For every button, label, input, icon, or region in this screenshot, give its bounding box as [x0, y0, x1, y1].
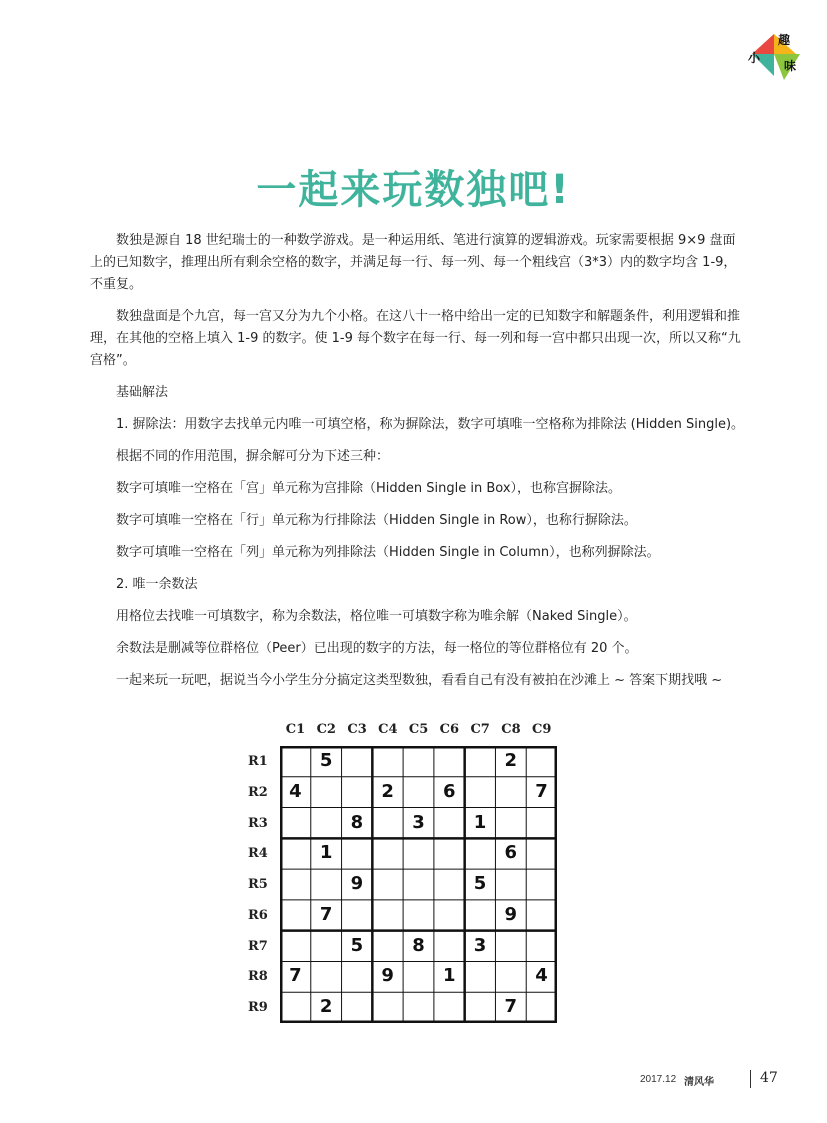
paragraph-2: 数独盘面是个九宫，每一宫又分为九个小格。在这八十一格中给出一定的已知数字和解题条件，利用逻辑和推理，在其他的空格上填入 1-9 的数字。使 1-9 每个数字在每一行、每一列和每一宫中都只出现一次，所以又称“九宫格”。 [90, 309, 741, 368]
sudoku-cell [403, 961, 434, 992]
sudoku-cell [434, 808, 465, 839]
row-header: R2 [248, 784, 268, 800]
paragraph-11: 余数法是删减等位群格位（Peer）已出现的数字的方法，每一格位的等位群格位有 20 个。 [116, 641, 638, 656]
sudoku-cell [434, 992, 465, 1023]
page-footer [640, 1070, 790, 1090]
sudoku-cell [280, 931, 311, 962]
paragraph-5: 根据不同的作用范围，摒余解可分为下述三种： [116, 449, 390, 464]
sudoku-cell: 5 [350, 934, 364, 956]
sudoku-cell: 1 [473, 811, 487, 833]
sudoku-cell [465, 777, 496, 808]
sudoku-cell: 2 [319, 996, 333, 1018]
sudoku-cell: 2 [381, 780, 394, 802]
sudoku-cell [403, 900, 434, 931]
sudoku-cell [372, 746, 403, 777]
row-header: R8 [248, 969, 268, 985]
sudoku-cell [372, 869, 403, 900]
sudoku-cell [280, 900, 311, 931]
sudoku-cell [403, 869, 434, 900]
paragraph-1: 数独是源自 18 世纪瑞士的一种数学游戏。是一种运用纸、笔进行演算的逻辑游戏。玩家需要根据 9×9 盘面上的已知数字，推理出所有剩余空格的数字，并满足每一行、每一列、每一个粗线宫（3*3）内的数字均含 1-9，不重复。 [90, 233, 737, 292]
sudoku-cell: 4 [535, 965, 548, 987]
sudoku-cell: 2 [504, 750, 518, 771]
sudoku-cell [465, 992, 496, 1023]
sudoku-cell: 9 [381, 965, 394, 987]
sudoku-cell [526, 992, 557, 1023]
paragraph-9: 2. 唯一余数法 [116, 577, 198, 592]
sudoku-cell [403, 992, 434, 1023]
sudoku-cell [372, 992, 403, 1023]
paragraph-10: 用格位去找唯一可填数字，称为余数法，格位唯一可填数字称为唯余解（Naked Single）。 [116, 609, 637, 624]
column-header: C7 [470, 722, 490, 737]
sudoku-cell: 8 [412, 934, 425, 956]
sudoku-cell [495, 777, 526, 808]
sudoku-cell [434, 900, 465, 931]
sudoku-cell [434, 869, 465, 900]
sudoku-cell: 7 [319, 903, 333, 925]
sudoku-cell [526, 746, 557, 777]
corner-logo-char-1: 趣 [778, 33, 791, 47]
sudoku-cell [311, 931, 342, 962]
magazine-name: 清风华 [684, 1077, 714, 1088]
sudoku-cell [403, 777, 434, 808]
sudoku-cell: 1 [442, 965, 456, 987]
sudoku-cell [526, 838, 557, 869]
sudoku-cell [342, 992, 373, 1023]
corner-logo [748, 30, 804, 86]
sudoku-cell [434, 931, 465, 962]
sudoku-cell [495, 931, 526, 962]
sudoku-cell [372, 900, 403, 931]
sudoku-cell [495, 808, 526, 839]
column-headers [280, 720, 557, 744]
paragraph-3: 基础解法 [116, 385, 169, 400]
column-header: C1 [285, 722, 306, 737]
sudoku-cell [495, 869, 526, 900]
sudoku-cell: 8 [350, 811, 364, 833]
column-header: C4 [378, 722, 398, 737]
row-header: R1 [248, 754, 268, 769]
paragraph-7: 数字可填唯一空格在「行」单元称为行排除法（Hidden Single in Row），也称行摒除法。 [116, 513, 637, 528]
sudoku-cell: 4 [289, 780, 302, 802]
sudoku-cell [342, 746, 373, 777]
column-header: C8 [501, 722, 521, 737]
column-header: C6 [439, 722, 460, 737]
sudoku-cell: 3 [473, 934, 487, 956]
column-header: C2 [316, 722, 336, 737]
sudoku-cell [311, 777, 342, 808]
sudoku-cell: 5 [473, 873, 487, 895]
sudoku-cell: 5 [319, 750, 333, 771]
sudoku-cell [403, 838, 434, 869]
sudoku-cell [495, 961, 526, 992]
row-header: R5 [248, 877, 268, 893]
sudoku-cell [526, 808, 557, 839]
footer-divider [750, 1070, 751, 1088]
sudoku-cell: 1 [319, 842, 333, 864]
corner-logo-char-3: 味 [784, 59, 797, 73]
sudoku-cell: 7 [504, 996, 518, 1018]
column-header: C9 [532, 722, 552, 737]
sudoku-cell [280, 838, 311, 869]
paragraph-12: 一起来玩一玩吧，据说当今小学生分分搞定这类型数独，看看自己有没有被拍在沙滩上 ~ 答案下期找哦 ~ [116, 673, 723, 688]
sudoku-cell [342, 838, 373, 869]
sudoku-cell [526, 931, 557, 962]
sudoku-cell [465, 900, 496, 931]
page-title: 一起来玩数独吧! [256, 167, 571, 213]
row-header: R7 [248, 938, 268, 954]
sudoku-cell [342, 777, 373, 808]
sudoku-cell: 9 [504, 903, 518, 925]
sudoku-cell [280, 746, 311, 777]
row-header: R4 [248, 846, 268, 862]
sudoku-cell [434, 838, 465, 869]
row-header: R3 [248, 815, 268, 831]
sudoku-cell [372, 931, 403, 962]
sudoku-cell: 7 [289, 965, 302, 987]
article-body [90, 230, 748, 702]
sudoku-cell [311, 961, 342, 992]
row-header: R9 [248, 1000, 268, 1016]
sudoku-cell: 6 [442, 780, 456, 802]
sudoku-cell [526, 869, 557, 900]
sudoku-cell [526, 900, 557, 931]
column-header: C3 [347, 722, 367, 737]
row-header: R6 [248, 907, 268, 923]
sudoku-cell [311, 869, 342, 900]
sudoku-cell [342, 900, 373, 931]
paragraph-6: 数字可填唯一空格在「宫」单元称为宫排除（Hidden Single in Box），也称宫摒除法。 [116, 481, 622, 496]
paragraph-4: 1. 摒除法：用数字去找单元内唯一可填空格，称为摒除法，数字可填唯一空格称为排除法 (Hidden Single)。 [116, 417, 745, 432]
column-header: C5 [408, 722, 429, 737]
paragraph-8: 数字可填唯一空格在「列」单元称为列排除法（Hidden Single in Column），也称列摒除法。 [116, 545, 660, 560]
sudoku-cell [311, 808, 342, 839]
sudoku-grid [280, 746, 557, 1023]
sudoku-cell [434, 746, 465, 777]
sudoku-cell [465, 746, 496, 777]
issue-date: 2017.12 [640, 1074, 677, 1085]
sudoku-cell: 6 [504, 842, 518, 864]
sudoku-cell [280, 869, 311, 900]
sudoku-cell [372, 838, 403, 869]
sudoku-cell: 3 [412, 811, 425, 833]
sudoku-cell [342, 961, 373, 992]
sudoku-cell [280, 992, 311, 1023]
page-number: 47 [760, 1070, 778, 1086]
sudoku-cell: 9 [350, 873, 364, 895]
sudoku-cell: 7 [535, 780, 548, 802]
sudoku-cell [372, 808, 403, 839]
sudoku-cell [465, 838, 496, 869]
sudoku-cell [280, 808, 311, 839]
sudoku-cell [465, 961, 496, 992]
sudoku-cell [403, 746, 434, 777]
corner-logo-char-2: 小 [748, 51, 761, 65]
